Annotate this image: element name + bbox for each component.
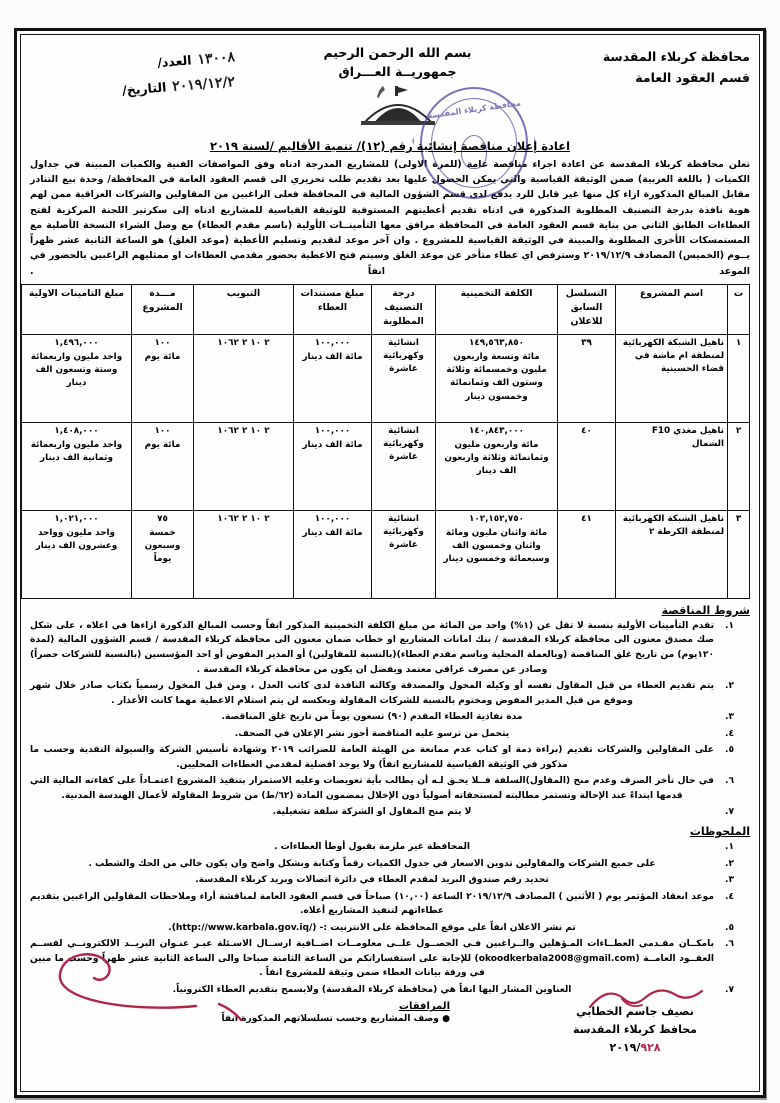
th-index: ت <box>728 284 750 334</box>
cell-project: تاهيل الشبكة الكهربائية لمنطقة الكرطة ٢ <box>616 510 728 598</box>
cell-duration <box>132 422 194 510</box>
notes-list <box>30 840 734 997</box>
table-header-row <box>22 284 750 334</box>
th-cost: الكلفة التخمينية <box>436 284 558 334</box>
cell-index: ١ <box>728 334 750 422</box>
cell-docs <box>294 510 372 598</box>
docs-words: مائة الف دينار <box>302 352 363 363</box>
cell-guarantee <box>22 334 132 422</box>
attachments-heading: المرافقات <box>398 1001 450 1013</box>
cost-words: مائة وتسعة واربعون مليون وخمسمائة وثلاثة وستون الف وثمانمائة وخمسون دينار <box>446 352 547 402</box>
cell-grade: انشائية وكهربائية عاشرة <box>372 510 436 598</box>
table-body <box>22 334 750 598</box>
note-item: العناوين المشار اليها انفاً هي (محافظة كربلاء المقدسة) ولايسمح بتقديم العطاء الكترونياً. <box>172 984 572 995</box>
note-item: بامكــان مقـدمي العطــاءات المـؤهلين والــراغبين فـي الحصــول علــى معلومــات اضــافية ارســال الاسـئلة عبـر عنـوان البريــد الالكترونــي لقســم العقــود العامــة (okoodkerbala2008@gmail.com) للإجابة على استفساراتكم من الساعة الثامنة صباحا والى الساعة الثانية عشر ظهراً وحسب ما مبين في ورقة بيانات العطاء ضمن وثيقة للمشروع انفاً . <box>30 939 714 979</box>
date-label: التاريخ/ <box>121 79 167 98</box>
signature-block <box>520 1001 750 1056</box>
date-value: ٢٠١٩/١٢/٢ <box>171 74 236 95</box>
cell-duration <box>132 334 194 422</box>
header-center <box>268 41 528 126</box>
republic-name: جمهوريــة العـــراق <box>338 64 457 80</box>
cell-guarantee <box>22 510 132 598</box>
cell-prev-seq: ٤٠ <box>558 422 616 510</box>
cost-figure: ١٤٩,٥٦٣,٨٥٠ <box>468 337 524 348</box>
th-grade: درجة التصنيف المطلوبة <box>372 284 436 334</box>
guarantee-words: واحد مليون واربعمائة وستة وتسعون الف دينار <box>30 352 123 389</box>
condition-item: يتم تقديم العطاء من قبل المقاول نفسه أو وكيله المخول والمصدقة وكالته النافذة لدى كاتب العدل ، ومن قبل المخول رسمياً بكتاب صادر خلال شهر وموقع من قبل المدير المفوض ومختوم بالنسبة للشركات المقاولة وبعكسه لن يتم استلام الاعطية مهما كانت الأعذار . <box>30 681 714 706</box>
th-docs: مبلغ مستندات العطاء <box>294 284 372 334</box>
table-row <box>22 510 750 598</box>
cell-project: تاهيل الشبكة الكهربائية لمنطقة ام ماشة في قضاء الحسينية <box>616 334 728 422</box>
signature-date-month: ٩ <box>640 1040 648 1054</box>
notes-heading: الملحوظات <box>689 824 750 838</box>
basmala-text: بسم الله الرحمن الرحيم <box>323 45 472 60</box>
header-refnumbers <box>30 41 235 99</box>
duration-words: مائة يوم <box>144 440 181 451</box>
th-prev-seq: التسلسل السابق للاعلان <box>558 284 616 334</box>
cell-index: ٢ <box>728 422 750 510</box>
condition-item: لا يتم منح المقاول او الشركة سلفة تشغيلية. <box>272 807 472 818</box>
th-duration: مـــدة المشروع <box>132 284 194 334</box>
note-item: تم نشر الاعلان انفاً على موقع المحافظة على الانترنيت :- (/http://www.karbala.gov.iq). <box>168 922 576 933</box>
stamp-text: محافظة كربلاء المقدسة <box>426 98 522 121</box>
condition-item: في حال تأخر الصرف وعدم منح (المقاول)السلفة فــلا يحـق لـه أن يطالب بأية تعويضات وعليه الاستمرار بتنفيذ المشروع اعتمـاداً على كفاءته المالية التي قدمها ابتداءً عند الإحالة وتستمر مطالبته لمستحقاته أصولياً دون الإخلال بمضمون المادة (٦٢/ط) من شروط المقاولة لأعمال الهندسة المدنية. <box>30 776 714 801</box>
condition-item: يتحمل من ترسو عليه المناقصة أجور نشر الإعلان في الصحف. <box>234 728 510 739</box>
duration-figure: ١٠٠ <box>154 337 171 348</box>
cell-prev-seq: ٤١ <box>558 510 616 598</box>
docs-figure: ١٠٠,٠٠٠ <box>314 513 351 524</box>
signatory-name: نصيف جاسم الخطابي <box>576 1005 694 1019</box>
cell-tab: ٢ ١٠ ٢ ١٠٦٢ <box>194 510 294 598</box>
number-label: العدد/ <box>156 52 193 71</box>
conditions-heading: شروط المناقصة <box>661 603 750 617</box>
cell-index: ٣ <box>728 510 750 598</box>
duration-words: خمسة وسبعون يوماً <box>144 528 181 565</box>
cell-prev-seq: ٣٩ <box>558 334 616 422</box>
note-item: تحديد رقم صندوق البريد لمقدم العطاء في دائرة اتصالات وبريد كربلاء المقدسة. <box>195 875 549 886</box>
duration-words: مائة يوم <box>144 352 181 363</box>
cell-tab: ٢ ١٠ ٢ ١٠٦٢ <box>194 422 294 510</box>
date-row <box>30 74 236 106</box>
cell-grade: انشائية وكهربائية عاشرة <box>372 334 436 422</box>
governorate-name: محافظة كربلاء المقدسة <box>602 49 750 64</box>
guarantee-figure: ١,٤٩٦,٠٠٠ <box>54 337 99 348</box>
table-row <box>22 422 750 510</box>
docs-figure: ١٠٠,٠٠٠ <box>314 425 351 436</box>
projects-table <box>21 284 750 599</box>
signature-date <box>520 1039 750 1057</box>
cell-cost <box>436 422 558 510</box>
guarantee-words: واحد مليون وواحد وعشرون الف دينار <box>35 528 118 552</box>
page-title: اعادة إعلان مناقصة إنشائية رقم (١٢)/ تنمية الأقاليم /لسنة ٢٠١٩ <box>209 139 571 153</box>
cell-project: تاهيل مغذي F10 الشمال <box>616 422 728 510</box>
condition-item: مدة نفاذية العطاء المقدم (٩٠) تسعون يوماً من تاريخ غلق المناقصة. <box>221 712 523 723</box>
duration-figure: ١٠٠ <box>154 425 171 436</box>
docs-words: مائة الف دينار <box>302 528 363 539</box>
note-item: المحافظة غير ملزمة بقبول أوطأ العطاءات . <box>274 841 470 852</box>
guarantee-figure: ١,٤٠٨,٠٠٠ <box>54 425 99 436</box>
note-item: على جميع الشركات والمقاولين تدوين الاسعار في جدول الكميات رقماً وكتابة وبشكل واضح وان يكون خالي من الحك والشطب . <box>88 858 656 869</box>
table-head <box>22 284 750 334</box>
condition-item: تقدم التأمينات الأولية بنسبة لا تقل عن (١%) واحد من المائة من مبلغ الكلفة التخمينية المذكور انفاً وحسب المبالغ الذكورة ازاءها في اعلاه ، على شكل صك مصدق معنون الى محافظة كربلاء المقدسة / بنك امانات المشاريع او خطاب ضمان معنون الى محافظة كربلاء المقدسة / قسم الشؤون المالية (لمدة ١٢٠يوم) من تاريخ غلق المناقصة (وبالعملة المحلية وباسم مقدم العطاء)(بالنسبة للمقاولين) أو المدير المفوض أو احد المؤسسين (بالنسبة للشركات حصراً) وصادر عن مصرف عراقي معتمد ويفضل ان يكون من محافظة كربلاء المقدسة . <box>30 620 714 675</box>
document-frame <box>14 28 766 1098</box>
duration-figure: ٧٥ <box>157 513 168 524</box>
document-footer <box>30 1001 750 1056</box>
number-value: ١٣٠٠٨ <box>196 49 236 68</box>
cost-words: مائة واثنان مليون ومائة واثنان وخمسون الف وسبعمائة وخمسون دينار <box>443 528 550 565</box>
docs-figure: ١٠٠,٠٠٠ <box>314 337 351 348</box>
signatory-role: محافظ كربلاء المقدسة <box>573 1023 697 1037</box>
cell-docs <box>294 422 372 510</box>
cell-tab: ٢ ١٠ ٢ ١٠٦٢ <box>194 334 294 422</box>
document-header <box>30 41 750 137</box>
cell-guarantee <box>22 422 132 510</box>
cell-cost <box>436 510 558 598</box>
cell-docs <box>294 334 372 422</box>
docs-words: مائة الف دينار <box>302 440 363 451</box>
intro-paragraph: تعلن محافظة كربلاء المقدسة عن اعادة اجراء مناقصة عامة (للمرة الاولى) للمشاريع المدرجة ادناه وفق المواصفات الفنية والكميات المبينة في جداول الكميات ( باللغة العربية) ضمن الوثيقة القياسية والتي يمكن الحصول عليها بعد تقديم طلب تحريري الى قسم العقود العامة في المحافظة/ وحدة بيع التنادر مقابل المبالغ المذكورة ازاء كل منها غير قابل للرد يدفع لدى قسم الشؤون المالية في المحافظة فعلى الراغبين من المقاولين والشركات العراقية ممن لهم هوية نافذة بدرجة التصنيف المطلوبة المذكورة في ادناه تقديم أعطيتهم المستوفية للوثيقة القياسية للمشاريع ادناه إلى سكرتير اللجنة المركزية لفتح العطاءات الطابق الثاني من بناية قسم العقود العامة في المحافظة مرافق معها التأمينــات الأولية (باسم مقدم العطاء) مع وصل الشراء النسخة الأصلية مع المستمسكات الأخرى المطلوبة والمبينة في الوثيقة القياسية للمشروع . وان آخر موعد لتقديم وتسليم الأعطية (موعد الغلق) هو الساعة الثانية عشر ظهراً يــوم (الخميس) المصادف ٢٠١٩/١٢/٩ وسترفض اي عطاء متأخر عن موعد الغلق وسيتم فتح الاعطية بحضور مقدمي العطاءات او ممثليهم الراغبين بالحضور في الموعد انفاً . <box>30 159 750 277</box>
th-tab: التبويب <box>194 284 294 334</box>
conditions-list <box>30 619 734 820</box>
guarantee-figure: ١,٠٢١,٠٠٠ <box>54 513 99 524</box>
iraq-emblem-icon <box>343 84 453 126</box>
cell-cost <box>436 334 558 422</box>
attachments-block <box>30 1001 450 1024</box>
document-inner-frame <box>20 34 760 1092</box>
signature-date-year: ٢٠١٩/ <box>609 1040 641 1054</box>
cell-duration <box>132 510 194 598</box>
cost-figure: ١٤٠,٨٤٣,٠٠٠ <box>468 425 524 436</box>
department-name: قسم العقود العامة <box>635 69 750 85</box>
cost-figure: ١٠٢,١٥٢,٧٥٠ <box>468 513 524 524</box>
attachments-line: ● وصف المشاريع وحسب تسلسلاتهم المذكورة انفاً <box>221 1014 450 1025</box>
th-project: اسم المشروع <box>616 284 728 334</box>
th-guarantee: مبلغ التامينات الاولية <box>22 284 132 334</box>
header-organization <box>560 41 750 88</box>
note-item: موعد انعقاد المؤتمر يوم ( الأثنين ) المصادف ٢٠١٩/١٢/٩ الساعة (١٠,٠٠) صباحاً في قسم العقود العامة لمناقشة أراء وملاحظات المقاولين الراغبين بتقديم عطاءاتهم لتنفيذ المشاريع أعلاه. <box>30 891 714 917</box>
signature-date-day: ٢٨ <box>647 1040 661 1054</box>
guarantee-words: واحد مليون واربعمائة وثمانية الف دينار <box>30 440 123 464</box>
cost-words: مائة واربعون مليون وثمانمائة وثلاثة واربعون الف دينار <box>444 440 549 477</box>
condition-item: على المقاولين والشركات تقديم (براءة ذمة او كتاب عدم ممانعة من الهيئة العامة للضرائب ٢٠١٩ وشهادة تأسيس الشركة والسيولة النقدية وحسب ما مذكور في الوثيقة القياسية للمشاريع انفاً) ولا يوجد افضلية لمقدمي العطاءات المحليين. <box>30 745 714 770</box>
cell-grade: انشائية وكهربائية عاشرة <box>372 422 436 510</box>
table-row <box>22 334 750 422</box>
